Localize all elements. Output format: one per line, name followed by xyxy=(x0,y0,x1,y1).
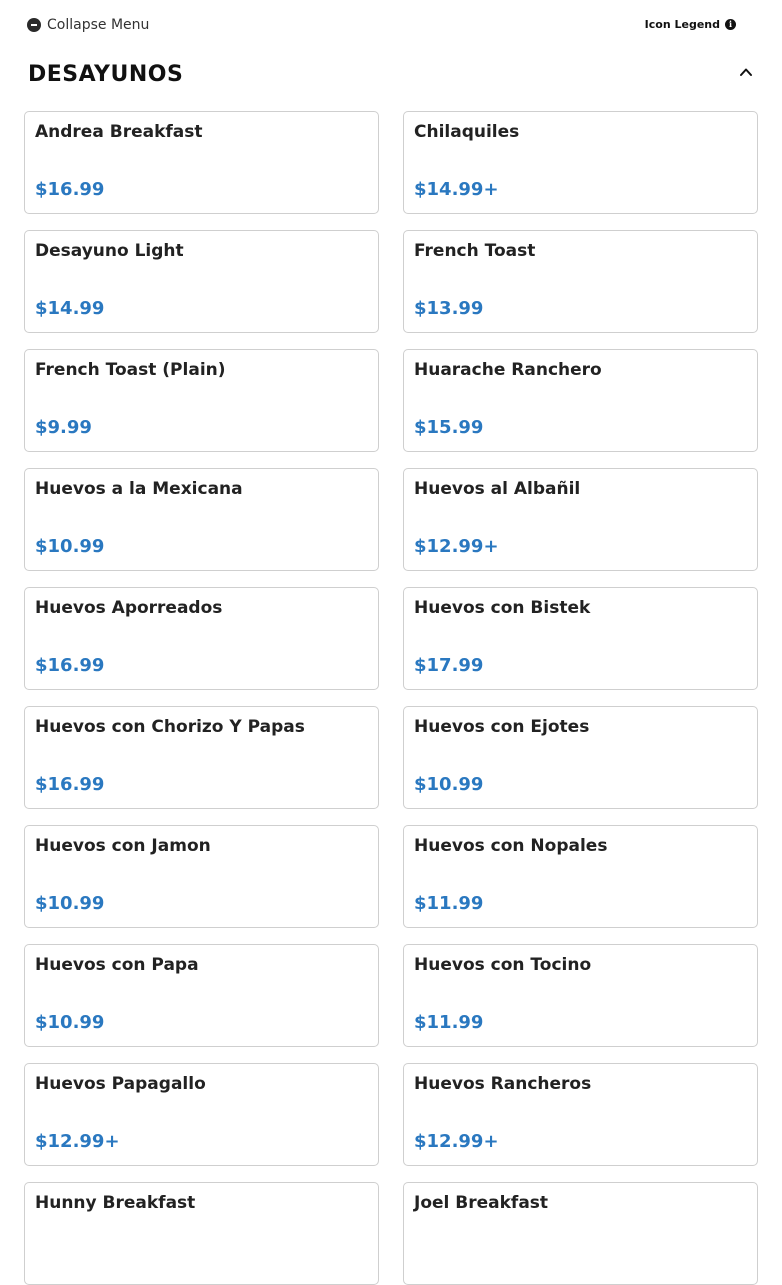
menu-item-price: $13.99 xyxy=(414,298,484,319)
collapse-menu-button[interactable] xyxy=(27,17,149,33)
menu-item-name: Huevos con Jamon xyxy=(35,836,211,856)
menu-items-grid xyxy=(24,111,758,1285)
menu-item-card[interactable] xyxy=(24,825,379,928)
menu-item-name: Huevos con Tocino xyxy=(414,955,592,975)
info-icon: i xyxy=(725,19,736,30)
menu-item-price: $11.99 xyxy=(414,1012,484,1033)
menu-item-price: $11.99 xyxy=(414,893,484,914)
menu-item-name: Desayuno Light xyxy=(35,241,184,261)
menu-item-price: $14.99 xyxy=(35,298,105,319)
menu-item-name: Huevos Rancheros xyxy=(414,1074,592,1094)
menu-item-card[interactable] xyxy=(403,349,758,452)
menu-item-price: $14.99+ xyxy=(414,179,499,200)
menu-item-name: Huevos a la Mexicana xyxy=(35,479,243,499)
menu-item-card[interactable] xyxy=(403,1063,758,1166)
menu-item-card[interactable] xyxy=(403,587,758,690)
menu-item-name: Chilaquiles xyxy=(414,122,520,142)
minus-circle-icon xyxy=(27,18,41,32)
menu-item-card[interactable] xyxy=(403,111,758,214)
menu-item-name: Huevos Papagallo xyxy=(35,1074,206,1094)
menu-item-price: $16.99 xyxy=(35,179,105,200)
menu-item-name: Huevos con Papa xyxy=(35,955,199,975)
menu-item-card[interactable] xyxy=(24,349,379,452)
menu-item-price: $10.99 xyxy=(35,1012,105,1033)
menu-item-price: $16.99 xyxy=(35,655,105,676)
icon-legend-label: Icon Legend xyxy=(644,18,720,31)
menu-item-name: Huevos con Bistek xyxy=(414,598,591,618)
menu-item-price: $9.99 xyxy=(35,417,92,438)
top-bar xyxy=(0,0,782,52)
menu-item-card[interactable] xyxy=(24,1182,379,1285)
menu-item-card[interactable] xyxy=(403,706,758,809)
menu-item-name: Huevos con Chorizo Y Papas xyxy=(35,717,305,737)
menu-item-price: $10.99 xyxy=(35,536,105,557)
menu-item-name: Hunny Breakfast xyxy=(35,1193,196,1213)
menu-item-card[interactable] xyxy=(24,468,379,571)
menu-item-card[interactable] xyxy=(403,230,758,333)
menu-item-name: Huarache Ranchero xyxy=(414,360,602,380)
menu-item-card[interactable] xyxy=(403,1182,758,1285)
menu-item-price: $12.99+ xyxy=(35,1131,120,1152)
collapse-menu-label: Collapse Menu xyxy=(47,17,150,33)
menu-item-card[interactable] xyxy=(403,944,758,1047)
menu-item-name: Huevos con Ejotes xyxy=(414,717,590,737)
menu-item-price: $10.99 xyxy=(35,893,105,914)
menu-item-name: French Toast xyxy=(414,241,536,261)
menu-item-card[interactable] xyxy=(24,230,379,333)
menu-item-price: $10.99 xyxy=(414,774,484,795)
menu-item-price: $12.99+ xyxy=(414,1131,499,1152)
menu-item-name: Huevos Aporreados xyxy=(35,598,223,618)
section-title: DESAYUNOS xyxy=(28,62,184,87)
menu-item-card[interactable] xyxy=(403,468,758,571)
menu-item-price: $16.99 xyxy=(35,774,105,795)
menu-item-name: Huevos con Nopales xyxy=(414,836,608,856)
menu-item-card[interactable] xyxy=(24,587,379,690)
menu-item-card[interactable] xyxy=(24,944,379,1047)
chevron-up-icon[interactable] xyxy=(738,64,754,80)
menu-item-card[interactable] xyxy=(403,825,758,928)
menu-item-name: Andrea Breakfast xyxy=(35,122,203,142)
section-header xyxy=(28,60,758,94)
menu-item-card[interactable] xyxy=(24,706,379,809)
menu-item-card[interactable] xyxy=(24,1063,379,1166)
menu-item-price: $12.99+ xyxy=(414,536,499,557)
menu-item-name: Joel Breakfast xyxy=(414,1193,549,1213)
menu-item-name: Huevos al Albañil xyxy=(414,479,581,499)
menu-item-price: $17.99 xyxy=(414,655,484,676)
menu-item-card[interactable] xyxy=(24,111,379,214)
menu-item-name: French Toast (Plain) xyxy=(35,360,226,380)
menu-item-price: $15.99 xyxy=(414,417,484,438)
icon-legend-button[interactable] xyxy=(645,18,736,31)
